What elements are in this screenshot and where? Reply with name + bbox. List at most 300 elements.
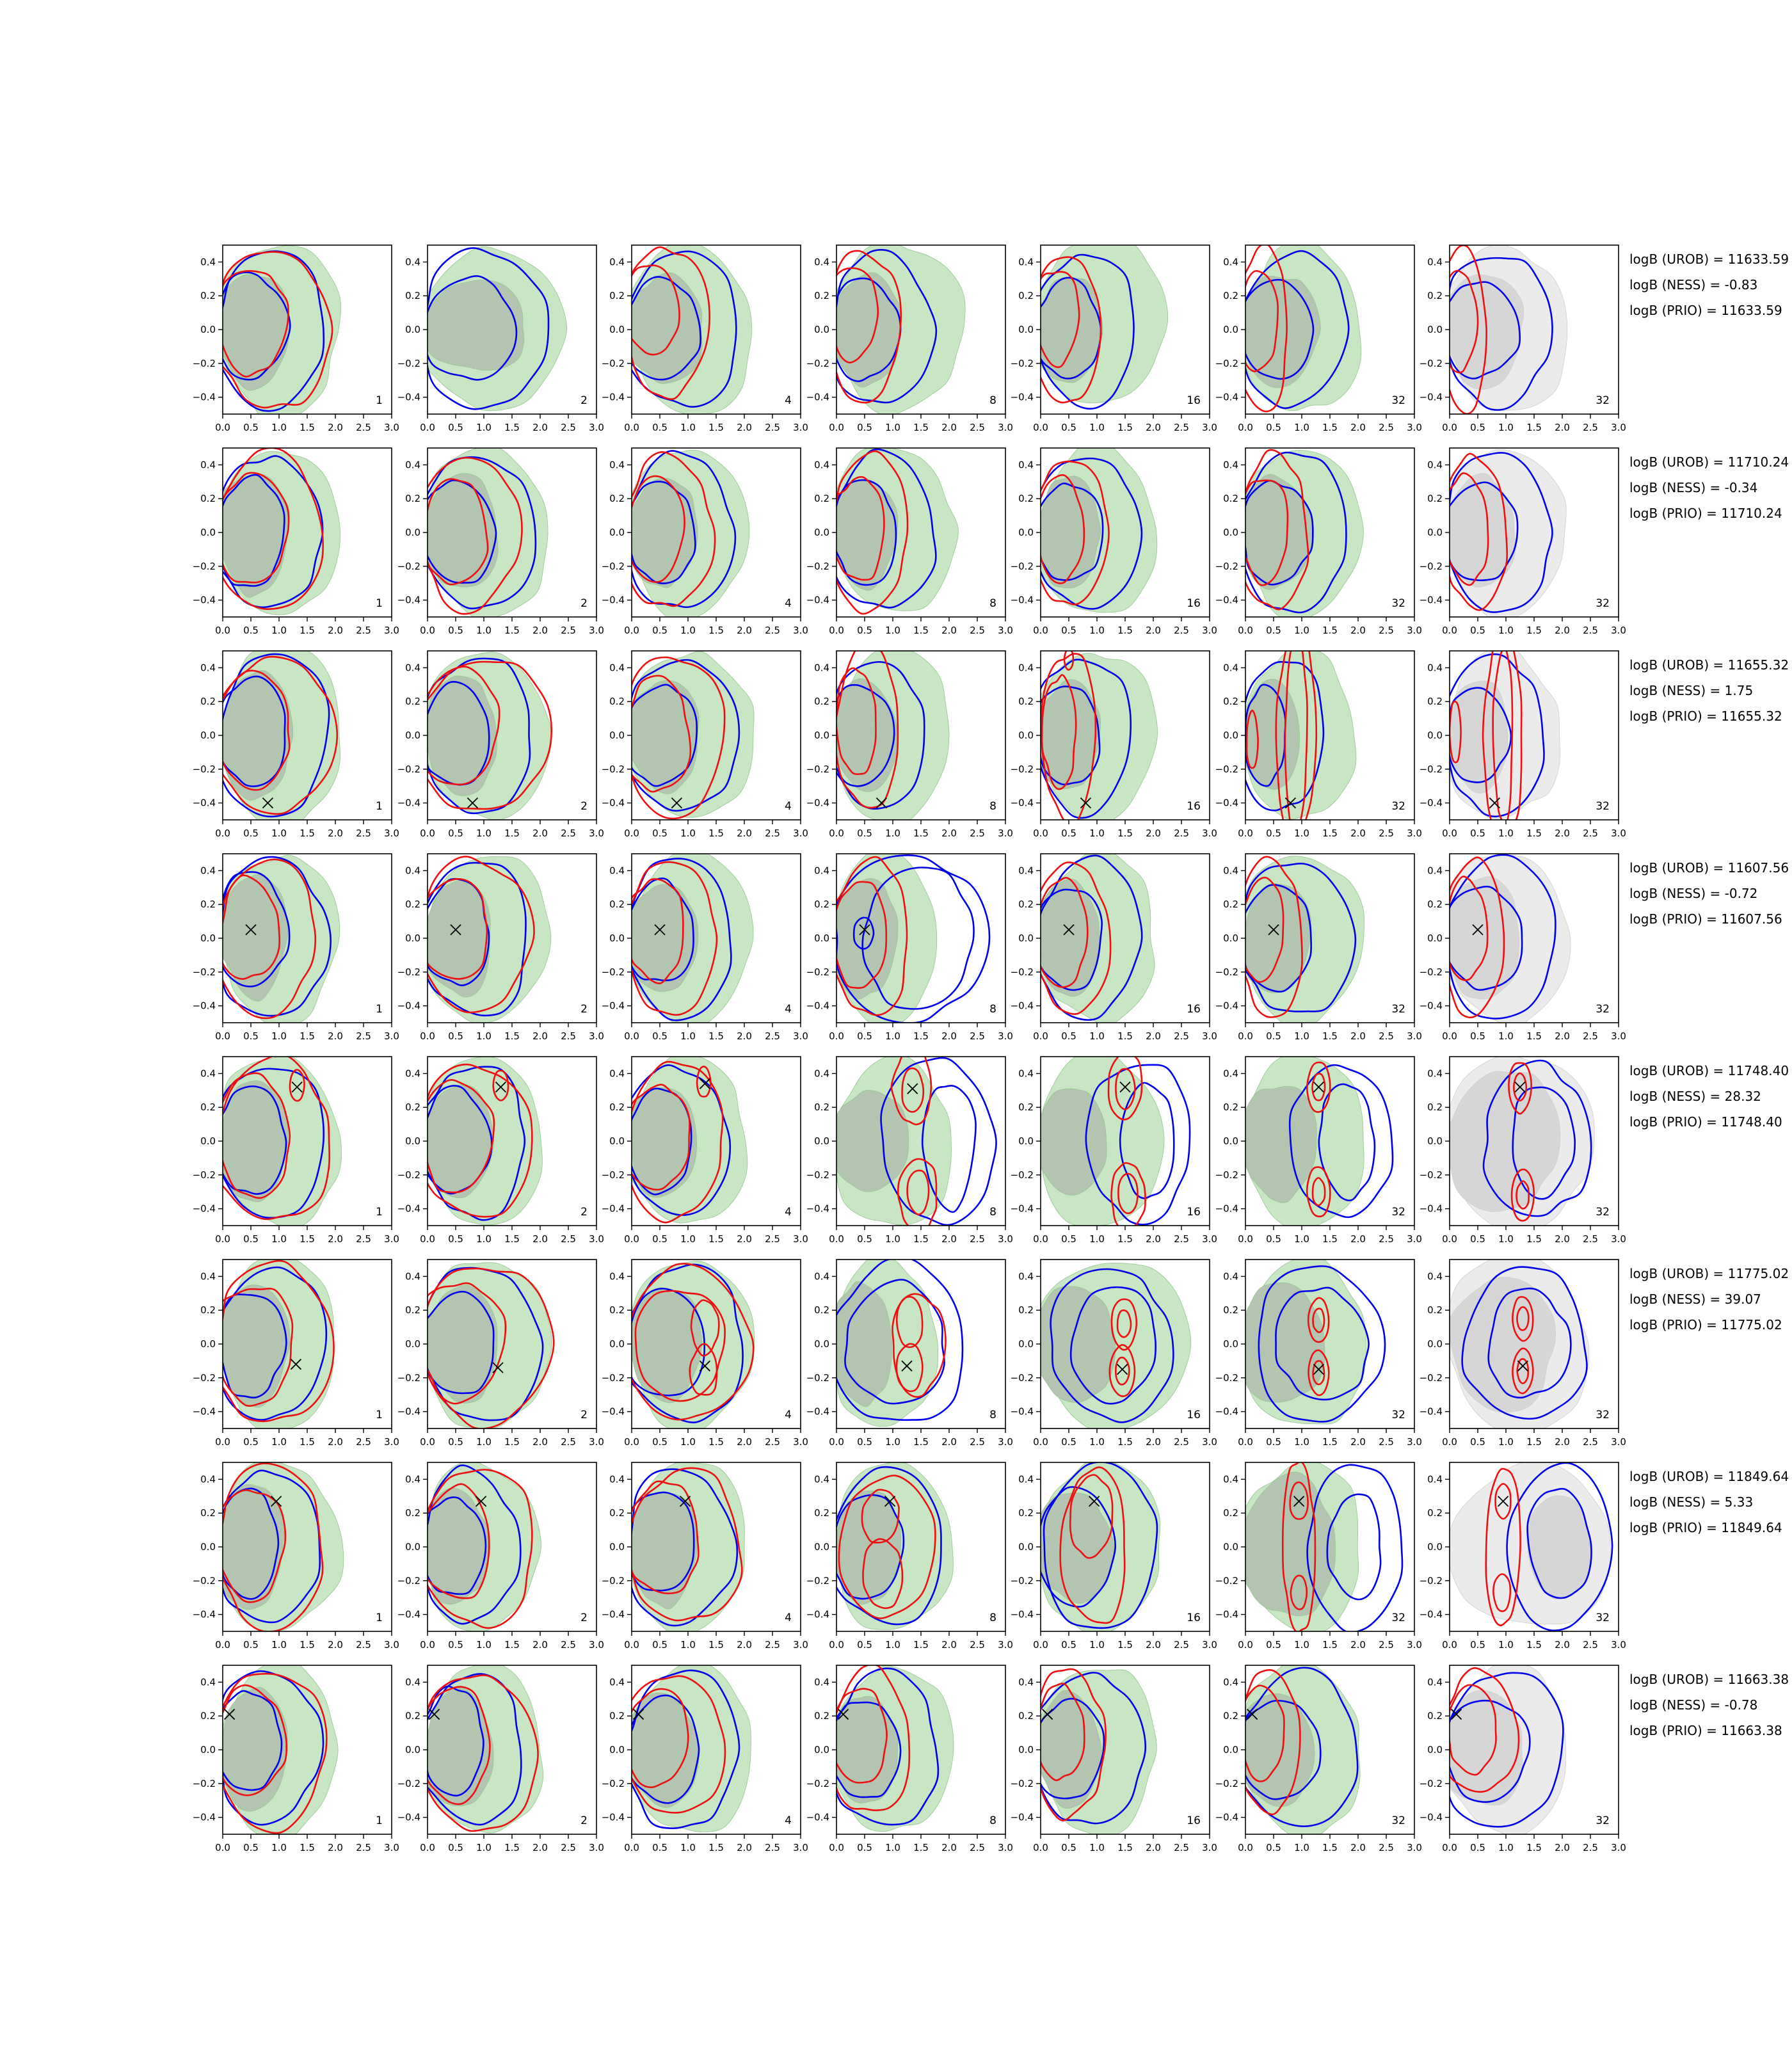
y-tick-label: 0.2 xyxy=(404,493,420,505)
x-tick-label: 1.0 xyxy=(884,1639,900,1651)
y-tick-label: 0.4 xyxy=(609,1068,625,1080)
x-tick-label: 2.5 xyxy=(969,1842,985,1853)
y-tick-label: 0.4 xyxy=(813,459,829,471)
y-tick-label: 0.4 xyxy=(1427,1473,1443,1485)
x-tick-label: 0.5 xyxy=(1470,625,1485,636)
x-tick-label: 0.0 xyxy=(828,1842,844,1853)
y-tick-label: −0.4 xyxy=(397,1608,420,1620)
y-tick-label: −0.2 xyxy=(1419,763,1443,775)
x-tick-label: 1.5 xyxy=(1117,1030,1133,1042)
x-tick-label: 1.5 xyxy=(300,828,315,839)
y-tick-label: 0.4 xyxy=(1427,459,1443,471)
x-tick-label: 1.0 xyxy=(476,1436,492,1448)
x-tick-label: 2.0 xyxy=(1146,1436,1161,1448)
panel-count-label: 2 xyxy=(580,597,588,610)
y-tick-label: −0.2 xyxy=(397,357,420,369)
y-tick-label: 0.0 xyxy=(1222,527,1238,538)
x-tick-label: 3.0 xyxy=(384,1436,399,1448)
x-tick-label: 2.5 xyxy=(560,1233,576,1245)
y-tick-label: 0.4 xyxy=(200,459,216,471)
y-tick-label: 0.0 xyxy=(404,1338,420,1350)
panel-count-label: 2 xyxy=(580,1206,588,1219)
x-tick-label: 0.0 xyxy=(624,828,639,839)
x-tick-label: 0.5 xyxy=(652,1842,668,1853)
logb-annotation-row3-line1: logB (UROB) = 11655.32 xyxy=(1629,657,1789,673)
y-tick-label: −0.4 xyxy=(192,594,216,606)
y-tick-label: 0.4 xyxy=(1018,1270,1034,1283)
x-tick-label: 2.0 xyxy=(1146,828,1161,839)
logb-annotation-row6-line1: logB (UROB) = 11775.02 xyxy=(1629,1266,1789,1281)
x-tick-label: 3.0 xyxy=(1202,1233,1217,1245)
x-tick-label: 1.5 xyxy=(708,1030,724,1042)
y-tick-label: −0.4 xyxy=(397,594,420,606)
x-tick-label: 0.5 xyxy=(1061,625,1076,636)
x-tick-label: 3.0 xyxy=(1406,625,1422,636)
x-tick-label: 2.5 xyxy=(1378,828,1394,839)
x-tick-label: 3.0 xyxy=(384,422,399,433)
x-tick-label: 2.5 xyxy=(1583,1639,1598,1651)
y-tick-label: 0.2 xyxy=(1222,1101,1238,1114)
x-tick-label: 1.0 xyxy=(884,828,900,839)
y-tick-label: −0.2 xyxy=(601,1574,625,1587)
x-tick-label: 0.5 xyxy=(652,625,668,636)
x-tick-label: 1.0 xyxy=(1498,1842,1514,1853)
y-tick-label: 0.0 xyxy=(1222,1338,1238,1350)
x-tick-label: 2.0 xyxy=(1146,1233,1161,1245)
y-tick-label: −0.4 xyxy=(192,1203,216,1215)
x-tick-label: 3.0 xyxy=(588,1639,604,1651)
subplot-r6c1 xyxy=(192,1260,399,1448)
y-tick-label: 0.2 xyxy=(609,1304,625,1316)
x-tick-label: 0.5 xyxy=(243,1639,259,1651)
x-tick-label: 2.0 xyxy=(941,1030,957,1042)
x-tick-label: 1.0 xyxy=(1293,1030,1309,1042)
panel-count-label: 8 xyxy=(989,1206,996,1219)
x-tick-label: 1.5 xyxy=(1322,1436,1338,1448)
x-tick-label: 2.5 xyxy=(1583,1436,1598,1448)
x-tick-label: 3.0 xyxy=(1202,422,1217,433)
x-tick-label: 1.0 xyxy=(1293,1842,1309,1853)
y-tick-label: 0.4 xyxy=(609,1676,625,1688)
x-tick-label: 0.5 xyxy=(652,1233,668,1245)
x-tick-label: 2.5 xyxy=(765,422,780,433)
x-tick-label: 1.0 xyxy=(271,1233,287,1245)
subplot-r4c4 xyxy=(806,854,1013,1042)
y-tick-label: 0.4 xyxy=(1018,256,1034,268)
y-tick-label: 0.0 xyxy=(404,527,420,538)
y-tick-label: −0.2 xyxy=(806,966,829,978)
x-tick-label: 1.5 xyxy=(913,625,929,636)
y-tick-label: −0.2 xyxy=(192,357,216,369)
x-tick-label: 2.5 xyxy=(1583,828,1598,839)
x-tick-label: 3.0 xyxy=(997,1842,1013,1853)
y-tick-label: −0.2 xyxy=(1010,560,1034,572)
x-tick-label: 1.0 xyxy=(1498,1030,1514,1042)
y-tick-label: 0.0 xyxy=(1018,1338,1034,1350)
x-tick-label: 0.0 xyxy=(624,1436,639,1448)
y-tick-label: −0.4 xyxy=(601,1203,625,1215)
y-tick-label: −0.2 xyxy=(806,357,829,369)
x-tick-label: 2.5 xyxy=(1174,1436,1189,1448)
y-tick-label: 0.4 xyxy=(1427,256,1443,268)
x-tick-label: 2.5 xyxy=(1378,422,1394,433)
x-tick-label: 3.0 xyxy=(793,422,808,433)
panel-count-label: 32 xyxy=(1596,1206,1610,1219)
x-tick-label: 1.5 xyxy=(1117,422,1133,433)
y-tick-label: −0.2 xyxy=(601,1169,625,1181)
x-tick-label: 2.5 xyxy=(356,1842,371,1853)
x-tick-label: 1.5 xyxy=(708,1639,724,1651)
x-tick-label: 0.5 xyxy=(447,625,463,636)
x-tick-label: 0.5 xyxy=(447,1233,463,1245)
x-tick-label: 0.0 xyxy=(828,625,844,636)
x-tick-label: 1.5 xyxy=(504,828,520,839)
y-tick-label: 0.4 xyxy=(1018,1676,1034,1688)
y-tick-label: 0.2 xyxy=(1427,1507,1443,1519)
subplot-r8c4 xyxy=(806,1665,1013,1853)
x-tick-label: 2.5 xyxy=(1583,1030,1598,1042)
y-tick-label: 0.0 xyxy=(1018,1744,1034,1756)
x-tick-label: 3.0 xyxy=(384,1233,399,1245)
panel-count-label: 32 xyxy=(1391,1206,1405,1219)
x-tick-label: 2.5 xyxy=(969,422,985,433)
y-tick-label: 0.4 xyxy=(200,1676,216,1688)
y-tick-label: 0.2 xyxy=(1427,1101,1443,1114)
x-tick-label: 0.0 xyxy=(419,828,435,839)
panel-count-label: 8 xyxy=(989,1814,996,1827)
logb-annotation-row4-line1: logB (UROB) = 11607.56 xyxy=(1629,860,1789,876)
x-tick-label: 1.0 xyxy=(884,625,900,636)
y-tick-label: −0.4 xyxy=(397,1000,420,1012)
y-tick-label: 0.0 xyxy=(404,730,420,741)
y-tick-label: 0.0 xyxy=(1018,730,1034,741)
subplot-r1c5 xyxy=(1010,245,1217,433)
y-tick-label: 0.4 xyxy=(1222,1068,1238,1080)
x-tick-label: 3.0 xyxy=(1406,828,1422,839)
x-tick-label: 3.0 xyxy=(1611,422,1626,433)
x-tick-label: 1.0 xyxy=(680,1436,696,1448)
x-tick-label: 1.0 xyxy=(1089,422,1105,433)
y-tick-label: 0.4 xyxy=(1427,1270,1443,1283)
y-tick-label: −0.4 xyxy=(806,797,829,809)
x-tick-label: 0.5 xyxy=(1061,1639,1076,1651)
y-tick-label: −0.2 xyxy=(1419,966,1443,978)
x-tick-label: 1.0 xyxy=(680,1030,696,1042)
y-tick-label: 0.0 xyxy=(200,527,216,538)
y-tick-label: −0.4 xyxy=(1419,391,1443,403)
y-tick-label: 0.4 xyxy=(609,865,625,877)
y-tick-label: 0.4 xyxy=(609,459,625,471)
y-tick-label: 0.4 xyxy=(404,662,420,674)
x-tick-label: 1.0 xyxy=(1089,625,1105,636)
x-tick-label: 2.0 xyxy=(328,828,343,839)
y-tick-label: 0.2 xyxy=(1222,696,1238,708)
subplot-r7c7 xyxy=(1419,1462,1626,1651)
x-tick-label: 1.0 xyxy=(476,1842,492,1853)
y-tick-label: −0.4 xyxy=(1010,1405,1034,1418)
y-tick-label: 0.2 xyxy=(1018,1101,1034,1114)
x-tick-label: 2.0 xyxy=(328,1842,343,1853)
x-tick-label: 3.0 xyxy=(384,1639,399,1651)
x-tick-label: 1.5 xyxy=(300,422,315,433)
x-tick-label: 3.0 xyxy=(1406,1639,1422,1651)
x-tick-label: 0.0 xyxy=(215,1842,230,1853)
x-tick-label: 3.0 xyxy=(1202,828,1217,839)
x-tick-label: 0.5 xyxy=(1061,1030,1076,1042)
y-tick-label: 0.4 xyxy=(1018,662,1034,674)
y-tick-label: −0.2 xyxy=(1215,763,1238,775)
y-tick-label: 0.2 xyxy=(1018,1710,1034,1722)
x-tick-label: 1.0 xyxy=(1293,1233,1309,1245)
y-tick-label: 0.2 xyxy=(200,290,216,302)
x-tick-label: 0.0 xyxy=(1442,1233,1457,1245)
y-tick-label: −0.4 xyxy=(1010,797,1034,809)
y-tick-label: −0.4 xyxy=(192,797,216,809)
x-tick-label: 0.0 xyxy=(1442,1842,1457,1853)
x-tick-label: 2.0 xyxy=(328,1030,343,1042)
subplot-r1c7 xyxy=(1419,245,1626,433)
subplot-r2c5 xyxy=(1010,448,1217,636)
x-tick-label: 0.0 xyxy=(828,1436,844,1448)
y-tick-label: 0.4 xyxy=(1222,1473,1238,1485)
x-tick-label: 0.5 xyxy=(1061,422,1076,433)
y-tick-label: 0.0 xyxy=(609,932,625,944)
x-tick-label: 0.0 xyxy=(419,1436,435,1448)
y-tick-label: 0.2 xyxy=(609,290,625,302)
x-tick-label: 1.0 xyxy=(1089,1233,1105,1245)
logb-annotation-row3-line2: logB (NESS) = 1.75 xyxy=(1629,683,1754,698)
x-tick-label: 2.5 xyxy=(1174,1030,1189,1042)
y-tick-label: 0.2 xyxy=(813,493,829,505)
panel-count-label: 4 xyxy=(785,800,792,813)
subplot-r1c6 xyxy=(1215,245,1422,433)
x-tick-label: 0.5 xyxy=(1470,1233,1485,1245)
x-tick-label: 3.0 xyxy=(793,1842,808,1853)
y-tick-label: −0.4 xyxy=(397,1203,420,1215)
x-tick-label: 2.5 xyxy=(560,1842,576,1853)
x-tick-label: 2.0 xyxy=(1350,1030,1366,1042)
panel-count-label: 16 xyxy=(1187,1003,1201,1016)
x-tick-label: 3.0 xyxy=(1406,1233,1422,1245)
y-tick-label: −0.4 xyxy=(806,1405,829,1418)
y-tick-label: 0.0 xyxy=(200,1135,216,1147)
x-tick-label: 0.0 xyxy=(1237,1436,1253,1448)
x-tick-label: 1.0 xyxy=(476,1030,492,1042)
x-tick-label: 1.5 xyxy=(1322,828,1338,839)
y-tick-label: −0.4 xyxy=(1419,1203,1443,1215)
x-tick-label: 0.0 xyxy=(215,1436,230,1448)
y-tick-label: 0.2 xyxy=(200,899,216,911)
y-tick-label: 0.0 xyxy=(813,932,829,944)
panel-count-label: 16 xyxy=(1187,800,1201,813)
panel-count-label: 4 xyxy=(785,1206,792,1219)
y-tick-label: −0.2 xyxy=(601,763,625,775)
panel-count-label: 16 xyxy=(1187,1814,1201,1827)
x-tick-label: 2.5 xyxy=(356,1436,371,1448)
x-tick-label: 1.0 xyxy=(271,1842,287,1853)
y-tick-label: −0.2 xyxy=(192,560,216,572)
panel-count-label: 2 xyxy=(580,1612,588,1624)
y-tick-label: 0.4 xyxy=(1427,662,1443,674)
x-tick-label: 0.0 xyxy=(1237,625,1253,636)
y-tick-label: 0.0 xyxy=(404,324,420,335)
x-tick-label: 3.0 xyxy=(1406,1030,1422,1042)
x-tick-label: 2.0 xyxy=(1146,1842,1161,1853)
y-tick-label: 0.0 xyxy=(1018,324,1034,335)
x-tick-label: 1.5 xyxy=(1526,1639,1542,1651)
x-tick-label: 0.0 xyxy=(419,1030,435,1042)
y-tick-label: 0.2 xyxy=(1018,493,1034,505)
x-tick-label: 1.5 xyxy=(1526,828,1542,839)
y-tick-label: −0.4 xyxy=(1010,1811,1034,1823)
y-tick-label: 0.0 xyxy=(813,527,829,538)
y-tick-label: 0.0 xyxy=(1222,1744,1238,1756)
x-tick-label: 0.5 xyxy=(652,422,668,433)
y-tick-label: −0.4 xyxy=(1010,594,1034,606)
y-tick-label: 0.0 xyxy=(609,1541,625,1553)
x-tick-label: 1.5 xyxy=(913,828,929,839)
y-tick-label: −0.4 xyxy=(601,594,625,606)
y-tick-label: −0.4 xyxy=(601,1811,625,1823)
x-tick-label: 2.5 xyxy=(356,625,371,636)
x-tick-label: 0.0 xyxy=(1033,625,1048,636)
logb-annotation-row6-line3: logB (PRIO) = 11775.02 xyxy=(1629,1317,1782,1332)
y-tick-label: −0.4 xyxy=(397,391,420,403)
x-tick-label: 1.0 xyxy=(884,1233,900,1245)
y-tick-label: 0.2 xyxy=(200,1507,216,1519)
logb-annotation-row8-line2: logB (NESS) = -0.78 xyxy=(1629,1697,1758,1713)
y-tick-label: 0.4 xyxy=(1222,1676,1238,1688)
y-tick-label: 0.4 xyxy=(1222,662,1238,674)
y-tick-label: −0.4 xyxy=(1419,797,1443,809)
x-tick-label: 2.0 xyxy=(1350,1436,1366,1448)
x-tick-label: 0.0 xyxy=(1237,1233,1253,1245)
x-tick-label: 2.0 xyxy=(737,625,752,636)
subplot-r6c2 xyxy=(397,1260,604,1448)
y-tick-label: −0.4 xyxy=(1419,594,1443,606)
y-tick-label: 0.0 xyxy=(200,1338,216,1350)
x-tick-label: 0.5 xyxy=(1470,1030,1485,1042)
y-tick-label: 0.0 xyxy=(1427,324,1443,335)
x-tick-label: 2.0 xyxy=(737,828,752,839)
x-tick-label: 0.5 xyxy=(1470,1842,1485,1853)
panel-count-label: 4 xyxy=(785,1814,792,1827)
x-tick-label: 2.0 xyxy=(941,1842,957,1853)
panel-count-label: 8 xyxy=(989,597,996,610)
panel-count-label: 1 xyxy=(376,1003,383,1016)
x-tick-label: 1.0 xyxy=(1498,1436,1514,1448)
panel-count-label: 2 xyxy=(580,800,588,813)
x-tick-label: 0.5 xyxy=(243,1233,259,1245)
x-tick-label: 1.5 xyxy=(504,625,520,636)
x-tick-label: 2.0 xyxy=(532,1842,548,1853)
x-tick-label: 2.0 xyxy=(532,828,548,839)
subplot-r4c7 xyxy=(1419,854,1626,1042)
x-tick-label: 1.0 xyxy=(271,422,287,433)
panel-count-label: 2 xyxy=(580,394,588,407)
x-tick-label: 0.0 xyxy=(1033,1842,1048,1853)
panel-count-label: 16 xyxy=(1187,1206,1201,1219)
y-tick-label: 0.0 xyxy=(813,1744,829,1756)
x-tick-label: 3.0 xyxy=(1406,1842,1422,1853)
y-tick-label: 0.4 xyxy=(609,256,625,268)
x-tick-label: 2.0 xyxy=(328,1233,343,1245)
panel-count-label: 4 xyxy=(785,1612,792,1624)
x-tick-label: 2.5 xyxy=(765,1233,780,1245)
x-tick-label: 3.0 xyxy=(588,1436,604,1448)
y-tick-label: 0.0 xyxy=(200,730,216,741)
x-tick-label: 1.0 xyxy=(884,1842,900,1853)
subplot-r7c6 xyxy=(1215,1462,1422,1651)
x-tick-label: 0.0 xyxy=(624,1233,639,1245)
y-tick-label: 0.2 xyxy=(1222,899,1238,911)
subplot-r3c3 xyxy=(601,651,808,839)
logb-annotation-row5-line3: logB (PRIO) = 11748.40 xyxy=(1629,1114,1782,1130)
subplot-r6c5 xyxy=(1010,1260,1217,1448)
x-tick-label: 1.5 xyxy=(1526,422,1542,433)
y-tick-label: −0.2 xyxy=(397,763,420,775)
x-tick-label: 1.5 xyxy=(708,422,724,433)
x-tick-label: 1.5 xyxy=(708,1842,724,1853)
subplot-r2c7 xyxy=(1419,448,1626,636)
logb-annotation-row7-line3: logB (PRIO) = 11849.64 xyxy=(1629,1520,1782,1535)
subplot-r3c2 xyxy=(397,651,604,839)
x-tick-label: 1.5 xyxy=(300,1436,315,1448)
y-tick-label: 0.0 xyxy=(609,730,625,741)
x-tick-label: 0.0 xyxy=(1442,625,1457,636)
x-tick-label: 0.5 xyxy=(856,1639,872,1651)
x-tick-label: 2.5 xyxy=(969,1233,985,1245)
y-tick-label: 0.2 xyxy=(813,1304,829,1316)
y-tick-label: 0.4 xyxy=(813,865,829,877)
y-tick-label: 0.0 xyxy=(813,1541,829,1553)
x-tick-label: 2.5 xyxy=(560,828,576,839)
y-tick-label: −0.2 xyxy=(1010,1574,1034,1587)
x-tick-label: 2.5 xyxy=(1174,422,1189,433)
subplot-r6c6 xyxy=(1215,1260,1422,1448)
x-tick-label: 1.0 xyxy=(1498,625,1514,636)
subplot-r4c1 xyxy=(192,854,399,1042)
x-tick-label: 3.0 xyxy=(997,422,1013,433)
x-tick-label: 3.0 xyxy=(588,422,604,433)
y-tick-label: 0.2 xyxy=(609,696,625,708)
subplot-r8c2 xyxy=(397,1665,604,1853)
x-tick-label: 0.5 xyxy=(243,1030,259,1042)
panel-count-label: 32 xyxy=(1596,1003,1610,1016)
y-tick-label: 0.0 xyxy=(1222,730,1238,741)
x-tick-label: 1.0 xyxy=(1293,1639,1309,1651)
y-tick-label: 0.4 xyxy=(1018,1473,1034,1485)
y-tick-label: 0.0 xyxy=(1222,324,1238,335)
x-tick-label: 2.0 xyxy=(328,422,343,433)
x-tick-label: 2.5 xyxy=(560,625,576,636)
y-tick-label: −0.2 xyxy=(1215,966,1238,978)
x-tick-label: 0.0 xyxy=(419,1233,435,1245)
x-tick-label: 1.5 xyxy=(1526,1436,1542,1448)
y-tick-label: 0.2 xyxy=(1222,290,1238,302)
x-tick-label: 0.0 xyxy=(1033,828,1048,839)
y-tick-label: 0.4 xyxy=(1222,256,1238,268)
y-tick-label: 0.0 xyxy=(1018,527,1034,538)
x-tick-label: 2.0 xyxy=(1555,1842,1570,1853)
y-tick-label: −0.4 xyxy=(1215,1608,1238,1620)
y-tick-label: 0.0 xyxy=(609,1338,625,1350)
x-tick-label: 1.0 xyxy=(680,1842,696,1853)
x-tick-label: 1.5 xyxy=(1322,1030,1338,1042)
subplot-r8c1 xyxy=(192,1665,399,1853)
subplot-r3c1 xyxy=(192,651,399,839)
panel-count-label: 32 xyxy=(1596,597,1610,610)
